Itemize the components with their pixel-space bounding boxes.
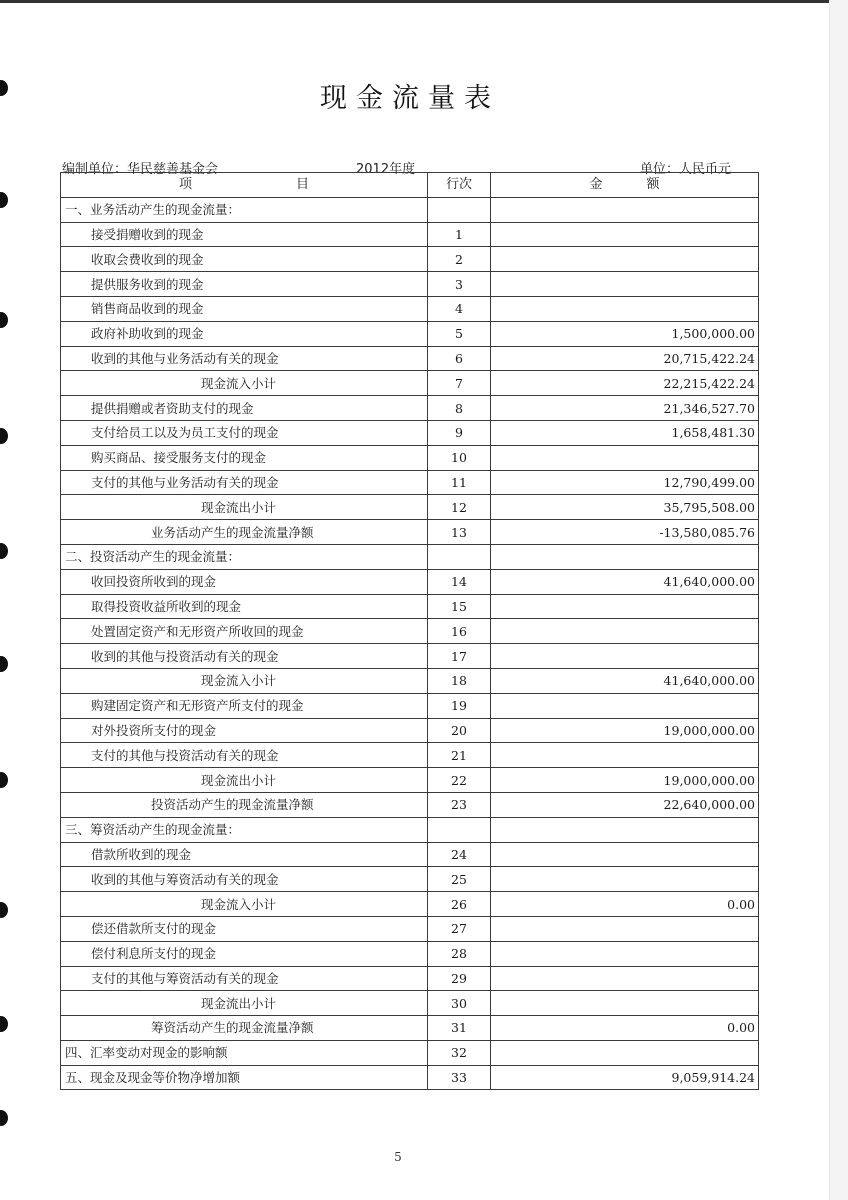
scan-top-edge (0, 0, 848, 3)
row-amount (491, 272, 759, 297)
row-label: 购建固定资产和无形资产所支付的现金 (61, 693, 428, 718)
cash-flow-table (60, 172, 759, 1090)
row-line-number: 3 (428, 272, 491, 297)
row-line-number: 1 (428, 222, 491, 247)
table-row (61, 420, 759, 445)
row-label: 现金流入小计 (61, 892, 428, 917)
table-row (61, 619, 759, 644)
table-row (61, 916, 759, 941)
table-row (61, 768, 759, 793)
row-amount (491, 296, 759, 321)
row-label: 支付的其他与筹资活动有关的现金 (61, 966, 428, 991)
table-row (61, 668, 759, 693)
row-label: 政府补助收到的现金 (61, 321, 428, 346)
row-label: 收回投资所收到的现金 (61, 569, 428, 594)
page-number: 5 (394, 1150, 402, 1164)
row-label: 对外投资所支付的现金 (61, 718, 428, 743)
row-label: 偿还借款所支付的现金 (61, 916, 428, 941)
punch-hole (0, 772, 8, 788)
row-line-number: 14 (428, 569, 491, 594)
row-line-number (428, 817, 491, 842)
row-label: 筹资活动产生的现金流量净额 (61, 1016, 428, 1041)
row-line-number: 2 (428, 247, 491, 272)
row-line-number: 28 (428, 941, 491, 966)
row-label: 现金流出小计 (61, 768, 428, 793)
punch-hole (0, 656, 8, 672)
row-label: 收到的其他与投资活动有关的现金 (61, 644, 428, 669)
table-header-row (61, 173, 759, 198)
period-label: 2012年度 (356, 162, 416, 177)
row-amount: 41,640,000.00 (491, 668, 759, 693)
row-label: 现金流入小计 (61, 371, 428, 396)
table-row (61, 867, 759, 892)
table-row (61, 197, 759, 222)
row-line-number: 20 (428, 718, 491, 743)
row-line-number: 21 (428, 743, 491, 768)
row-label: 提供服务收到的现金 (61, 272, 428, 297)
table-row (61, 966, 759, 991)
row-line-number: 32 (428, 1040, 491, 1065)
table-row (61, 396, 759, 421)
row-amount (491, 693, 759, 718)
row-amount: 22,640,000.00 (491, 792, 759, 817)
row-label: 购买商品、接受服务支付的现金 (61, 445, 428, 470)
punch-hole (0, 902, 8, 918)
row-amount (491, 842, 759, 867)
row-amount: 19,000,000.00 (491, 718, 759, 743)
row-amount: 1,500,000.00 (491, 321, 759, 346)
table-row (61, 544, 759, 569)
table-row (61, 718, 759, 743)
table-row (61, 842, 759, 867)
row-label: 三、筹资活动产生的现金流量： (61, 817, 428, 842)
row-line-number: 23 (428, 792, 491, 817)
row-label: 四、汇率变动对现金的影响额 (61, 1040, 428, 1065)
row-amount (491, 644, 759, 669)
row-line-number: 25 (428, 867, 491, 892)
unit-label: 单位：人民币元 (640, 162, 732, 177)
row-label: 收取会费收到的现金 (61, 247, 428, 272)
row-amount (491, 222, 759, 247)
row-amount: 12,790,499.00 (491, 470, 759, 495)
row-amount (491, 544, 759, 569)
row-line-number: 27 (428, 916, 491, 941)
table-row (61, 346, 759, 371)
row-amount (491, 1040, 759, 1065)
row-label: 提供捐赠或者资助支付的现金 (61, 396, 428, 421)
table-row (61, 247, 759, 272)
row-amount (491, 991, 759, 1016)
row-line-number (428, 544, 491, 569)
table-body (61, 197, 759, 1090)
row-label: 处置固定资产和无形资产所收回的现金 (61, 619, 428, 644)
row-line-number (428, 197, 491, 222)
row-amount (491, 197, 759, 222)
punch-hole (0, 192, 8, 208)
preparer-label: 编制单位：华民慈善基金会 (62, 162, 219, 177)
row-amount (491, 966, 759, 991)
table-row (61, 1040, 759, 1065)
row-line-number: 12 (428, 495, 491, 520)
row-label: 取得投资收益所收到的现金 (61, 594, 428, 619)
scan-page-edge (829, 0, 848, 1200)
row-line-number: 15 (428, 594, 491, 619)
row-label: 一、业务活动产生的现金流量： (61, 197, 428, 222)
row-label: 投资活动产生的现金流量净额 (61, 792, 428, 817)
row-amount: 0.00 (491, 892, 759, 917)
header-amount: 金额 (491, 173, 759, 198)
row-line-number: 19 (428, 693, 491, 718)
row-label: 支付给员工以及为员工支付的现金 (61, 420, 428, 445)
table-row (61, 594, 759, 619)
punch-hole (0, 1016, 8, 1032)
table-row (61, 569, 759, 594)
row-line-number: 4 (428, 296, 491, 321)
table-row (61, 817, 759, 842)
table-row (61, 1065, 759, 1090)
table-row (61, 644, 759, 669)
table-row (61, 495, 759, 520)
row-label: 现金流出小计 (61, 991, 428, 1016)
table-row (61, 693, 759, 718)
row-line-number: 8 (428, 396, 491, 421)
row-label: 现金流出小计 (61, 495, 428, 520)
row-amount (491, 619, 759, 644)
punch-hole (0, 1110, 8, 1126)
page-title: 现金流量表 (320, 83, 500, 114)
row-line-number: 17 (428, 644, 491, 669)
row-line-number: 24 (428, 842, 491, 867)
table-row (61, 296, 759, 321)
row-label: 二、投资活动产生的现金流量： (61, 544, 428, 569)
row-line-number: 29 (428, 966, 491, 991)
row-label: 收到的其他与筹资活动有关的现金 (61, 867, 428, 892)
table-row (61, 470, 759, 495)
row-line-number: 10 (428, 445, 491, 470)
row-line-number: 5 (428, 321, 491, 346)
table-row (61, 222, 759, 247)
row-amount: 19,000,000.00 (491, 768, 759, 793)
row-amount (491, 941, 759, 966)
row-line-number: 6 (428, 346, 491, 371)
row-amount (491, 247, 759, 272)
table-row (61, 941, 759, 966)
row-amount: 1,658,481.30 (491, 420, 759, 445)
row-label: 五、现金及现金等价物净增加额 (61, 1065, 428, 1090)
row-label: 支付的其他与业务活动有关的现金 (61, 470, 428, 495)
row-amount: 9,059,914.24 (491, 1065, 759, 1090)
row-label: 现金流入小计 (61, 668, 428, 693)
row-line-number: 22 (428, 768, 491, 793)
row-amount: 21,346,527.70 (491, 396, 759, 421)
table-row (61, 272, 759, 297)
row-label: 偿付利息所支付的现金 (61, 941, 428, 966)
header-line: 行次 (428, 173, 491, 198)
table-row (61, 743, 759, 768)
punch-hole (0, 312, 8, 328)
punch-hole (0, 428, 8, 444)
punch-hole (0, 543, 8, 559)
row-label: 业务活动产生的现金流量净额 (61, 520, 428, 545)
row-line-number: 13 (428, 520, 491, 545)
table-row (61, 371, 759, 396)
table-row (61, 520, 759, 545)
row-amount: 35,795,508.00 (491, 495, 759, 520)
row-line-number: 30 (428, 991, 491, 1016)
table-row (61, 445, 759, 470)
table-row (61, 792, 759, 817)
row-label: 销售商品收到的现金 (61, 296, 428, 321)
row-line-number: 26 (428, 892, 491, 917)
row-amount (491, 594, 759, 619)
row-amount: -13,580,085.76 (491, 520, 759, 545)
row-amount (491, 743, 759, 768)
row-label: 支付的其他与投资活动有关的现金 (61, 743, 428, 768)
row-line-number: 7 (428, 371, 491, 396)
table-row (61, 1016, 759, 1041)
row-line-number: 11 (428, 470, 491, 495)
table-row (61, 321, 759, 346)
header-item: 项目 (61, 173, 428, 198)
row-amount (491, 817, 759, 842)
row-amount: 41,640,000.00 (491, 569, 759, 594)
row-amount: 22,215,422.24 (491, 371, 759, 396)
row-label: 借款所收到的现金 (61, 842, 428, 867)
table-row (61, 892, 759, 917)
row-line-number: 18 (428, 668, 491, 693)
row-amount: 20,715,422.24 (491, 346, 759, 371)
row-label: 收到的其他与业务活动有关的现金 (61, 346, 428, 371)
row-label: 接受捐赠收到的现金 (61, 222, 428, 247)
row-line-number: 16 (428, 619, 491, 644)
row-amount (491, 916, 759, 941)
row-amount: 0.00 (491, 1016, 759, 1041)
table-row (61, 991, 759, 1016)
row-amount (491, 445, 759, 470)
row-line-number: 33 (428, 1065, 491, 1090)
row-line-number: 31 (428, 1016, 491, 1041)
row-line-number: 9 (428, 420, 491, 445)
row-amount (491, 867, 759, 892)
